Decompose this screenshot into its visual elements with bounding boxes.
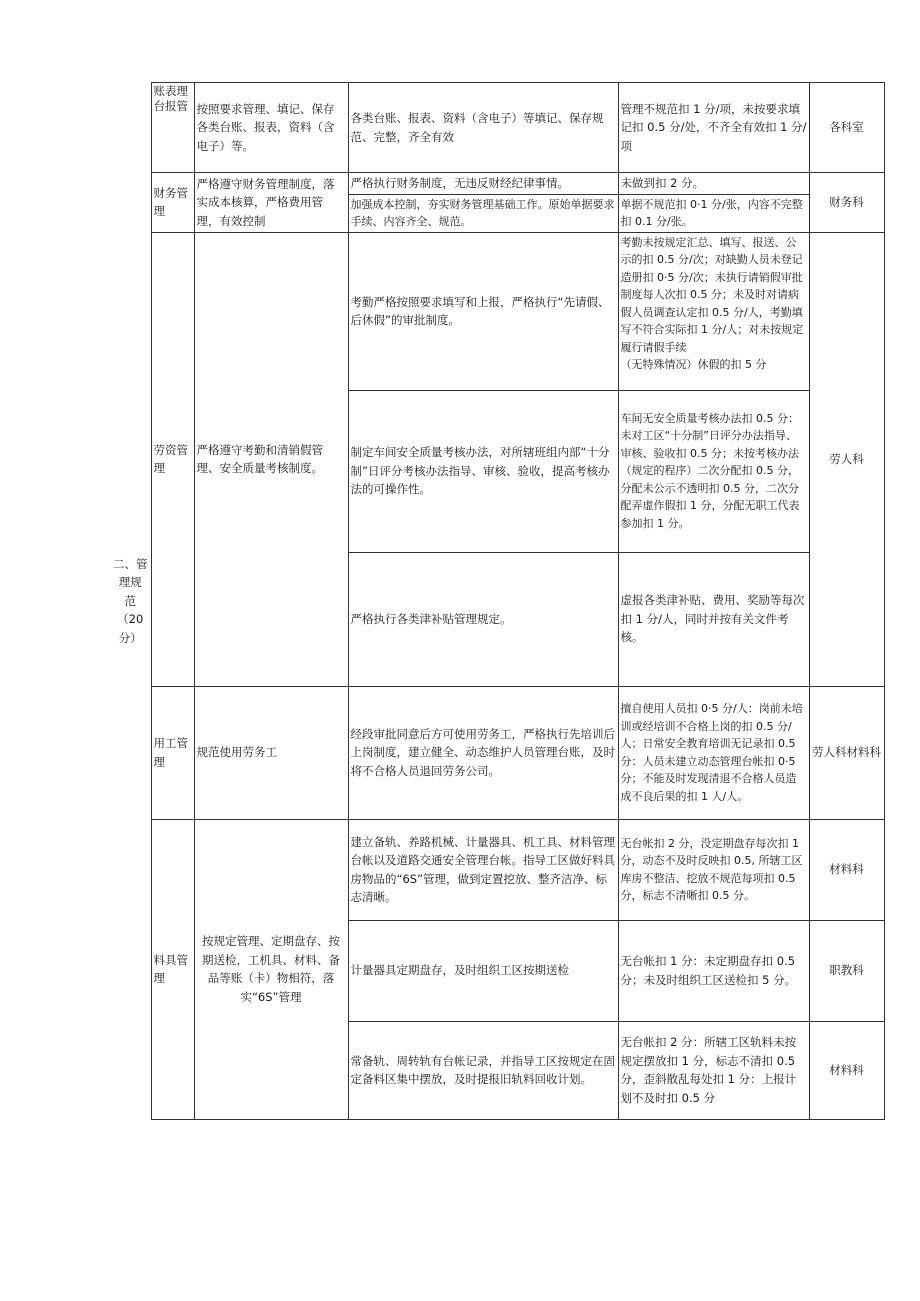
deduction-text: 考勤未按规定汇总、填写、报送、公示的扣 0.5 分/次；对缺勤人员未登记造册扣 0·5 分/次；未执行请销假审批制度每人次扣 0.5 分；未及时对请病假人员调查认定扣 0.5 分/人，考勤填写不符合实际扣 1 分/人；对未按规定履行请假手续 [620, 235, 804, 354]
item-dept: 材料科 [809, 819, 884, 920]
item-standard: 建立备轨、养路机械、计量器具、机工具、材料管理台帐以及道路交通安全管理台帐。指导工区做好料具房物品的“6S”管理，做到定置挖放、整齐洁净、标志清晰。 [348, 819, 618, 920]
item-content: 按照要求管理、填记、保存各类台账、报表，资料（含电子）等。 [194, 83, 348, 173]
item-name: 劳资管理 [151, 232, 194, 686]
item-standard: 计量器具定期盘存，及时组织工区按期送检 [348, 920, 618, 1021]
item-standard: 严格执行各类津补贴管理规定。 [348, 552, 618, 686]
item-deduction: 擅自使用人员扣 0·5 分/人：岗前未培训或经培训不合格上岗的扣 0.5 分/人；日常安全教育培训无记录扣 0.5 分：人员未建立动态管理台帐扣 0·5 分；不能及时发现清退不合格人员造成不良后果的扣 1 人/人。 [618, 686, 809, 819]
item-dept: 劳人科材料科 [809, 686, 884, 819]
item-deduction: 管理不规范扣 1 分/项，未按要求填记扣 0.5 分/处，不齐全有效扣 1 分/项 [618, 83, 809, 173]
item-dept: 职教科 [809, 920, 884, 1021]
item-deduction [618, 232, 809, 390]
assessment-table [110, 82, 885, 1120]
item-content: 规范使用劳务工 [194, 686, 348, 819]
item-content: 严格遵守财务管理制度，落实成本核算，严格费用管理，有效控制 [194, 173, 348, 233]
item-deduction: 车间无安全质量考核办法扣 0.5 分：未对工区“十分制”日评分办法指导、审核、验收扣 0.5 分；未按考核办法（规定的程序）二次分配扣 0.5 分，分配未公示不透明扣 0.5 分，二次分配弄虚作假扣 1 分，分配无职工代表参加扣 1 分。 [618, 390, 809, 552]
item-deduction: 未做到扣 2 分。 [618, 173, 809, 195]
section-label-cell [110, 83, 151, 1120]
item-deduction: 虚报各类津补贴、费用、奖励等每次扣 1 分/人，同时并按有关文件考核。 [618, 552, 809, 686]
item-standard: 制定车间安全质量考核办法，对所辖班组内部“十分制”日评分考核办法指导、审核、验收，提高考核办法的可操作性。 [348, 390, 618, 552]
item-deduction: 无台帐扣 1 分：未定期盘存扣 0.5 分；未及时组织工区送检扣 5 分。 [618, 920, 809, 1021]
item-deduction: 无台帐扣 2 分：所辖工区轨料未按规定摆放扣 1 分，标志不清扣 0.5 分，歪斜散乱每处扣 1 分：上报计划不及时扣 0.5 分 [618, 1021, 809, 1119]
item-standard: 加强成本控制，夯实财务管理基础工作。原始单据要求手续、内容齐全、规范。 [348, 194, 618, 232]
item-deduction: 单据不规范扣 0·1 分/张，内容不完整扣 0.1 分/张。 [618, 194, 809, 232]
section-title-cont: 范 [124, 593, 136, 608]
item-dept: 财务科 [809, 173, 884, 233]
item-name: 用工管理 [151, 686, 194, 819]
item-name: 财务管理 [151, 173, 194, 233]
item-content: 严格遵守考勤和清销假管理、安全质量考核制度。 [194, 232, 348, 686]
item-standard: 严格执行财务制度，无违反财经纪律事情。 [348, 173, 618, 195]
item-dept: 材料科 [809, 1021, 884, 1119]
section-title: 二、管理规 [113, 556, 148, 589]
item-dept: 劳人科 [809, 232, 884, 686]
item-name: 账表理台报管 [151, 83, 194, 173]
item-standard: 考勤严格按照要求填写和上报，严格执行“先请假、后休假”的审批制度。 [348, 232, 618, 390]
item-content: 按规定管理、定期盘存、按期送检，工机具、材料、备品等账（卡）物相符，落实“6S”管理 [194, 819, 348, 1119]
item-deduction: 无台帐扣 2 分，没定期盘存每次扣 1 分，动态不及时反映扣 0.5, 所辖工区库房不整洁、挖放不规范每项扣 0.5 分，标志不清晰扣 0.5 分。 [618, 819, 809, 920]
item-name: 料具管理 [151, 819, 194, 1119]
deduction-text-tail: （无特殊情况）休假的扣 5 分 [620, 358, 767, 371]
assessment-table-wrapper [110, 82, 885, 1120]
item-standard: 经段审批同意后方可使用劳务工，严格执行先培训后上岗制度，建立健全、动态维护人员管理台账，及时将不合格人员退回劳务公司。 [348, 686, 618, 819]
item-dept: 各科室 [809, 83, 884, 173]
item-standard: 各类台账、报表、资料（含电子）等填记、保存规范、完整，齐全有效 [348, 83, 618, 173]
item-standard: 常备轨、周转轨有台帐记录，并指导工区按规定在固定备料区集中摆放，及时提报旧轨料回收计划。 [348, 1021, 618, 1119]
section-score: （20 分） [117, 612, 144, 645]
